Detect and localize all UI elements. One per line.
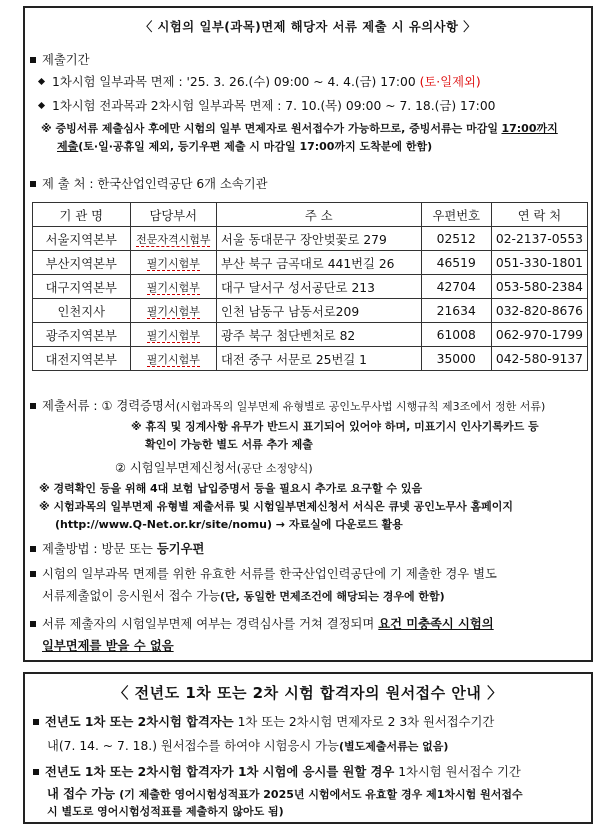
passers-item1-line1: 전년도 1차 또는 2차시험 합격자는 1차 또는 2차시험 면제자로 2 3차 원서접수기간	[33, 712, 494, 730]
square-bullet-icon	[30, 403, 36, 409]
previous-passers-box	[23, 672, 593, 824]
deadline-note-line1: ※ 증빙서류 제출심사 후에만 시험의 일부 면제자로 원서접수가 가능하므로, 증빙서류는 마감일 17:00까지	[41, 122, 558, 135]
weekend-excluded-note: (토·일제외)	[419, 75, 481, 89]
square-bullet-icon	[33, 769, 39, 775]
col-agency: 기 관 명	[33, 203, 131, 227]
diamond-bullet-icon	[38, 102, 45, 109]
table-row: 인천지사 필기시험부 인천 남동구 남동서로209 21634 032-820-8676	[33, 299, 588, 323]
passers-item2-line2: 내 접수 가능 (기 제출한 영어시험성적표가 2025년 시험에서도 유효할 경우 제1차시험 원서접수	[47, 787, 523, 801]
table-row: 부산지역본부 필기시험부 부산 북구 금곡대로 441번길 26 46519 051-330-1801	[33, 251, 588, 275]
agency-table	[32, 202, 588, 371]
table-header-row	[33, 203, 588, 227]
exemption-notice-box	[23, 6, 593, 662]
prior-submission-line2: 서류제출없이 응시원서 접수 가능(단, 동일한 면제조건에 해당되는 경우에 한함)	[42, 589, 445, 603]
forms-note-line1: ※ 시험과목의 일부면제 유형별 제출서류 및 시험일부면제신청서 서식은 큐넷 공인노무사 홈페이지	[39, 500, 514, 513]
review-notice-line1: 서류 제출자의 시험일부면제 여부는 경력심사를 거쳐 결정되며 요건 미충족시 시험의	[30, 614, 494, 632]
review-notice-line2: 일부면제를 받을 수 없음	[42, 639, 174, 653]
deadline-item-2: 1차시험 전과목과 2차시험 일부과목 면제 : 7. 10.(목) 09:00 ~ 7. 18.(금) 17:00	[39, 96, 495, 114]
square-bullet-icon	[30, 57, 36, 63]
forms-note-line2: (http://www.Q-Net.or.kr/site/nomu) → 자료실에 다운로드 활용	[55, 518, 403, 531]
docs-item-2: ② 시험일부면제신청서(공단 소정양식)	[115, 461, 313, 475]
section-title: 〈 시험의 일부(과목)면제 해당자 서류 제출 시 유의사항 〉	[139, 20, 477, 34]
submit-to-heading: 제 출 처 : 한국산업인력공단 6개 소속기관	[30, 174, 267, 192]
passers-item1-line2: 내(7. 14. ~ 7. 18.) 원서접수를 하여야 시험응시 가능(별도제출서류는 없음)	[47, 739, 449, 753]
square-bullet-icon	[30, 181, 36, 187]
diamond-bullet-icon	[38, 78, 45, 85]
square-bullet-icon	[30, 546, 36, 552]
passers-item2-line1: 전년도 1차 또는 2차시험 합격자가 1차 시험에 응시를 원할 경우 1차시험 원서접수 기간	[33, 762, 521, 780]
col-postcode: 우편번호	[421, 203, 491, 227]
col-address: 주 소	[216, 203, 421, 227]
square-bullet-icon	[30, 571, 36, 577]
table-row: 대전지역본부 필기시험부 대전 중구 서문로 25번길 1 35000 042-580-9137	[33, 347, 588, 371]
square-bullet-icon	[33, 719, 39, 725]
table-row: 대구지역본부 필기시험부 대구 달서구 성서공단로 213 42704 053-580-2384	[33, 275, 588, 299]
square-bullet-icon	[30, 621, 36, 627]
insurance-note: ※ 경력확인 등을 위해 4대 보험 납입증명서 등을 필요시 추가로 요구할 수 있음	[39, 482, 423, 495]
docs-sub-note-line1: ※ 휴직 및 징계사항 유무가 반드시 표기되어 있어야 하며, 미표기시 인사기록카드 등	[131, 420, 539, 433]
prior-submission-line1: 시험의 일부과목 면제를 위한 유효한 서류를 한국산업인력공단에 기 제출한 경우 별도	[30, 564, 497, 582]
deadline-note-line2: 제출(토·일·공휴일 제외, 등기우편 제출 시 마감일 17:00까지 도착분에 한함)	[57, 140, 433, 153]
col-department: 담당부서	[130, 203, 216, 227]
table-row: 광주지역본부 필기시험부 광주 북구 첨단벤처로 82 61008 062-970-1799	[33, 323, 588, 347]
method-heading: 제출방법 : 방문 또는 등기우편	[30, 539, 204, 557]
passers-item2-line3: 시 별도로 영어시험성적표를 제출하지 않아도 됨)	[47, 805, 284, 818]
col-contact: 연 락 처	[491, 203, 587, 227]
docs-heading: 제출서류 : ① 경력증명서(시험과목의 일부면제 유형별로 공인노무사법 시행규칙 제3조에서 정한 서류)	[30, 396, 545, 414]
docs-sub-note-line2: 확인이 가능한 별도 서류 추가 제출	[145, 438, 313, 451]
section-title: 〈 전년도 1차 또는 2차 시험 합격자의 원서접수 안내 〉	[113, 684, 503, 702]
table-row: 서울지역본부 전문자격시험부 서울 동대문구 장안벚꽃로 279 02512 02-2137-0553	[33, 227, 588, 251]
deadline-item-1: 1차시험 일부과목 면제 : '25. 3. 26.(수) 09:00 ~ 4. 4.(금) 17:00 (토·일제외)	[39, 72, 481, 90]
deadline-heading: 제출기간	[30, 50, 90, 68]
